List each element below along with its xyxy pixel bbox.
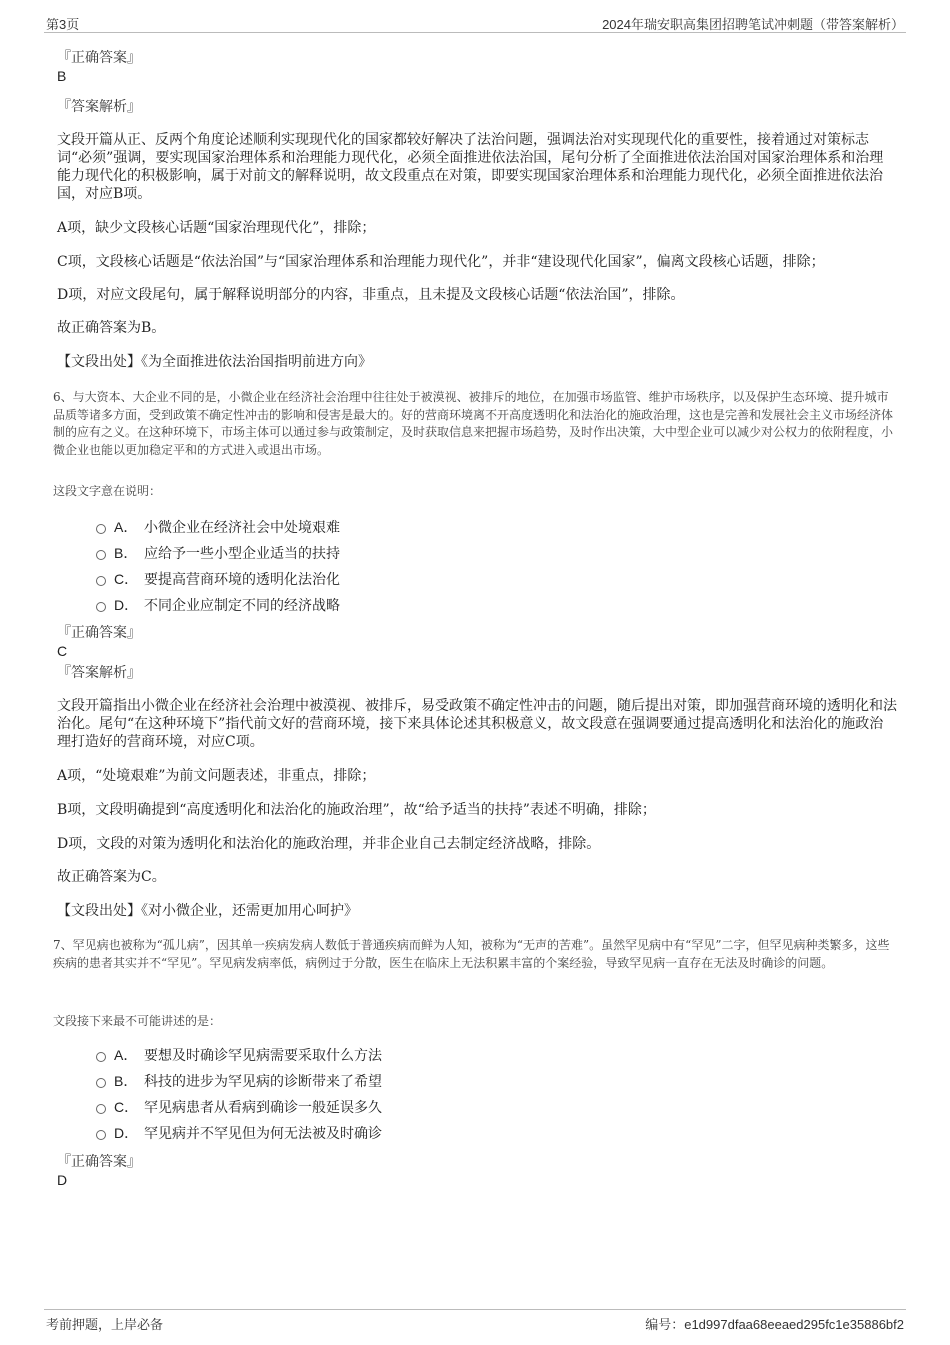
q7-option-c[interactable]: C． 罕见病患者从看病到确诊一般延误多久 xyxy=(96,1098,382,1117)
q7-option-b[interactable]: B． 科技的进步为罕见病的诊断带来了希望 xyxy=(96,1072,382,1091)
q6-option-b[interactable]: B． 应给予一些小型企业适当的扶持 xyxy=(96,544,340,563)
radio-icon[interactable] xyxy=(96,1104,106,1114)
radio-icon[interactable] xyxy=(96,550,106,560)
page-number: 第3页 xyxy=(46,17,80,32)
q6-option-c[interactable]: C． 要提高营商环境的透明化法治化 xyxy=(96,570,340,589)
q5-analysis-label: 『答案解析』 xyxy=(57,99,141,115)
q6-note-a: A项，“处境艰难”为前文问题表述，非重点，排除； xyxy=(57,768,376,784)
q6-stem: 6、与大资本、大企业不同的是，小微企业在经济社会治理中往往处于被漠视、被排斥的地位，在加强市场监管、维护市场秩序，以及保护生态环境、提升城市品质等诸多方面，受到政策不确定性冲击的影响和侵害是最大的。好的营商环境离不开高度透明化和法治化的施政治理，这也是完善和发展社会主义市场经济体制的应有之义。在这种环境下，市场主体可以通过参与政策制定，及时获取信息来把握市场趋势，及时作出决策，大中型企业可以减少对公权力的依附程度，小微企业也能以更加稳定平和的方式进入或退出市场。 xyxy=(53,390,894,457)
q5-source: 【文段出处】《为全面推进依法治国指明前进方向》 xyxy=(57,354,372,370)
q5-note-d: D项，对应文段尾句，属于解释说明部分的内容，非重点，且未提及文段核心话题“依法治国”，排除。 xyxy=(57,287,685,303)
radio-icon[interactable] xyxy=(96,1130,106,1140)
q6-question: 这段文字意在说明： xyxy=(53,484,162,498)
page-footer xyxy=(44,1309,906,1333)
page-header xyxy=(44,12,906,33)
radio-icon[interactable] xyxy=(96,1078,106,1088)
radio-icon[interactable] xyxy=(96,524,106,534)
q6-correct-answer-label: 『正确答案』 xyxy=(57,625,141,641)
q5-note-a: A项，缺少文段核心话题“国家治理现代化”，排除； xyxy=(57,220,376,236)
q6-analysis-label: 『答案解析』 xyxy=(57,665,141,681)
q7-option-d[interactable]: D． 罕见病并不罕见但为何无法被及时确诊 xyxy=(96,1124,382,1143)
radio-icon[interactable] xyxy=(96,576,106,586)
q6-correct-answer: C xyxy=(57,643,68,659)
q6-source: 【文段出处】《对小微企业，还需更加用心呵护》 xyxy=(57,903,358,919)
document-title: 2024年瑞安职高集团招聘笔试冲刺题（带答案解析） xyxy=(602,17,904,32)
q7-correct-answer-label: 『正确答案』 xyxy=(57,1154,141,1170)
q5-correct-answer-label: 『正确答案』 xyxy=(57,50,141,66)
q6-analysis-text: 文段开篇指出小微企业在经济社会治理中被漠视、被排斥，易受政策不确定性冲击的问题，随后提出对策，即加强营商环境的透明化和法治化。尾句“在这种环境下”指代前文好的营商环境，接下来具体论述其积极意义，故文段意在强调要通过提高透明化和法治化的施政治理打造好的营商环境，对应C项。 xyxy=(57,698,897,750)
footer-slogan: 考前押题，上岸必备 xyxy=(46,1318,164,1333)
q5-note-c: C项，文段核心话题是“依法治国”与“国家治理体系和治理能力现代化”，并非“建设现代化国家”，偏离文段核心话题，排除； xyxy=(57,254,825,270)
q6-option-d[interactable]: D． 不同企业应制定不同的经济战略 xyxy=(96,596,340,615)
radio-icon[interactable] xyxy=(96,602,106,612)
q7-correct-answer: D xyxy=(57,1172,68,1188)
q5-analysis-text: 文段开篇从正、反两个角度论述顺利实现现代化的国家都较好解决了法治问题，强调法治对实现现代化的重要性，接着通过对策标志词“必须”强调，要实现国家治理体系和治理能力现代化，必须全面推进依法治国，尾句分析了全面推进依法治国对国家治理体系和治理能力现代化的积极影响，属于对前文的解释说明，故文段重点在对策，即要实现国家治理体系和治理能力现代化，必须全面推进依法治国，对应B项。 xyxy=(57,132,884,202)
q7-question: 文段接下来最不可能讲述的是： xyxy=(53,1014,222,1028)
q7-stem: 7、罕见病也被称为“孤儿病”，因其单一疾病发病人数低于普通疾病而鲜为人知，被称为“无声的苦难”。虽然罕见病中有“罕见”二字，但罕见病种类繁多，这些疾病的患者其实并不“罕见”。罕见病发病率低，病例过于分散，医生在临床上无法积累丰富的个案经验，导致罕见病一直存在无法及时确诊的问题。 xyxy=(53,938,890,970)
q6-option-a[interactable]: A． 小微企业在经济社会中处境艰难 xyxy=(96,518,340,537)
q6-conclusion: 故正确答案为C。 xyxy=(57,869,166,885)
q7-option-a[interactable]: A． 要想及时确诊罕见病需要采取什么方法 xyxy=(96,1046,382,1065)
q5-correct-answer: B xyxy=(57,68,67,84)
q6-note-b: B项，文段明确提到“高度透明化和法治化的施政治理”，故“给予适当的扶持”表述不明确，排除； xyxy=(57,802,656,818)
q6-note-d: D项，文段的对策为透明化和法治化的施政治理，并非企业自己去制定经济战略，排除。 xyxy=(57,836,601,852)
q5-conclusion: 故正确答案为B。 xyxy=(57,320,166,336)
radio-icon[interactable] xyxy=(96,1052,106,1062)
document-code: 编号：e1d997dfaa68eeaed295fc1e35886bf2 xyxy=(645,1317,904,1332)
